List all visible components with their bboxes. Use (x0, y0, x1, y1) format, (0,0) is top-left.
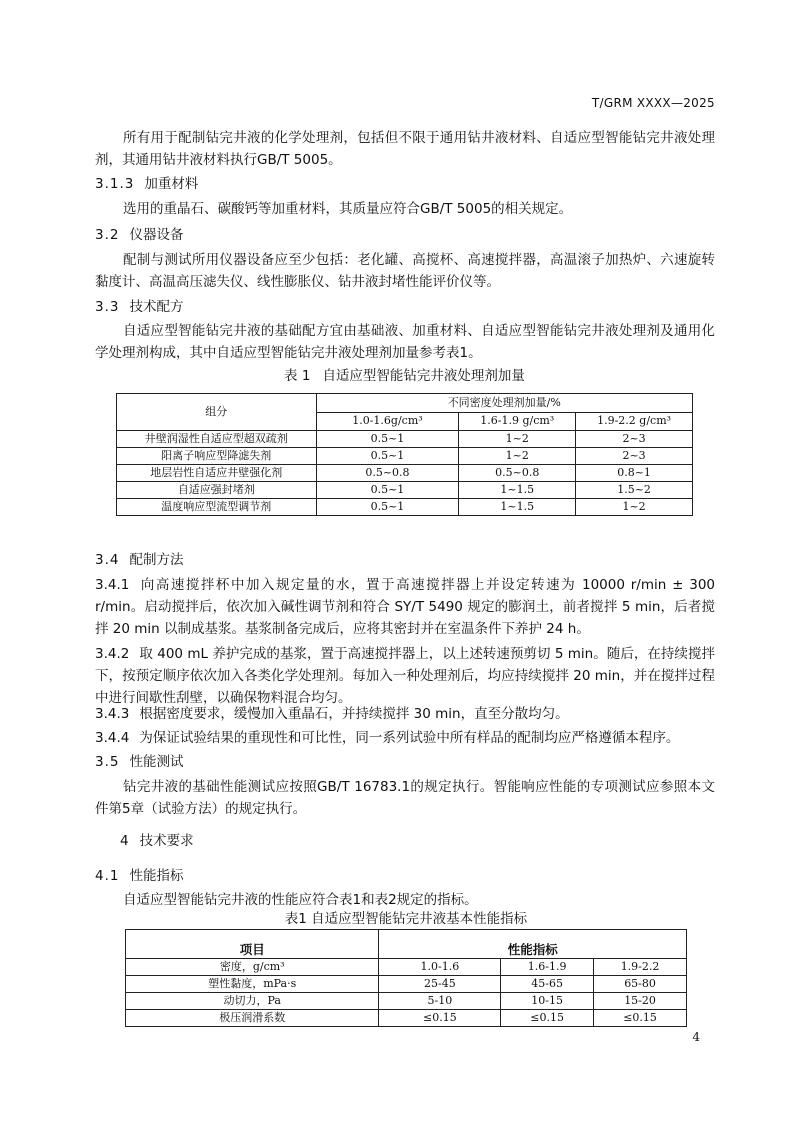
section-number: 4.1 (95, 868, 120, 884)
paragraph-4-1: 自适应型智能钻完井液的性能应符合表1和表2规定的指标。 (123, 892, 478, 908)
row-value: 1.0-1.6 (379, 959, 501, 976)
row-value: 2~3 (576, 431, 693, 448)
heading-4 (120, 830, 194, 852)
row-name: 密度，g/cm³ (126, 959, 379, 976)
document-code: T/GRM XXXX—2025 (591, 96, 715, 110)
clause-number: 3.4.2 (95, 646, 130, 662)
table1-header-density-2: 1.6-1.9 g/cm³ (459, 412, 576, 431)
table-row (126, 976, 687, 993)
heading-3-5 (95, 751, 183, 773)
row-value: 0.5~0.8 (316, 465, 459, 482)
section-number: 3.2 (95, 227, 120, 243)
section-title: 技术配方 (129, 299, 184, 315)
clause-number: 3.4.3 (95, 706, 130, 722)
row-value: ≤0.15 (379, 1010, 501, 1027)
row-value: 0.5~1 (316, 482, 459, 499)
table1-header-component: 组分 (117, 394, 317, 431)
table1-caption-number: 表 1 (284, 368, 311, 384)
table1 (116, 393, 693, 516)
table-row (117, 431, 693, 448)
table1-header-span: 不同密度处理剂加量/% (316, 394, 692, 413)
paragraph-3-4-3 (95, 703, 715, 725)
intro-paragraph: 所有用于配制钻完井液的化学处理剂，包括但不限于通用钻井液材料、自适应型智能钻完井液处理剂，其通用钻井液材料执行GB/T 5005。 (95, 130, 715, 168)
row-value: 1.6-1.9 (501, 959, 594, 976)
section-title: 加重材料 (144, 176, 199, 192)
section-number: 3.1.3 (95, 176, 135, 192)
row-value: 45-65 (501, 976, 594, 993)
section-title: 性能指标 (129, 868, 184, 884)
section-number: 3.4 (95, 552, 120, 568)
section-title: 性能测试 (129, 754, 184, 770)
row-value: 1.5~2 (576, 482, 693, 499)
paragraph-3-5: 钻完井液的基础性能测试应按照GB/T 16783.1的规定执行。智能响应性能的专项测试应参照本文件第5章（试验方法）的规定执行。 (95, 779, 715, 817)
clause-number: 3.4.4 (95, 730, 130, 746)
section-title: 仪器设备 (129, 227, 184, 243)
table-row (117, 465, 693, 482)
clause-body: 取 400 mL 养护完成的基浆，置于高速搅拌器上，以上述转速预剪切 5 min。随后，在持续搅拌下，按预定顺序依次加入各类化学处理剂。每加入一种处理剂后，均应持续搅拌 20 min，并在搅拌过程中进行间歇性刮壁，以确保物料混合均匀。 (95, 646, 715, 706)
paragraph-3-2: 配制与测试所用仪器设备应至少包括：老化罐、高搅杯、高速搅拌器，高温滚子加热炉、六速旋转黏度计、高温高压滤失仪、线性膨胀仪、钻井液封堵性能评价仪等。 (95, 252, 715, 290)
table1-header-density-3: 1.9-2.2 g/cm³ (576, 412, 693, 431)
row-value: 1~1.5 (459, 482, 576, 499)
clause-body: 根据密度要求，缓慢加入重晶石，并持续搅拌 30 min，直至分散均匀。 (139, 706, 569, 722)
clause-body: 为保证试验结果的重现性和可比性，同一系列试验中所有样品的配制均应严格遵循本程序。 (139, 730, 680, 746)
page-number: 4 (692, 1030, 700, 1044)
heading-3-2 (95, 224, 183, 246)
row-value: 15-20 (594, 993, 687, 1010)
table2 (125, 929, 687, 1027)
row-value: 5-10 (379, 993, 501, 1010)
row-value: 10-15 (501, 993, 594, 1010)
table1-header-density-1: 1.0-1.6g/cm³ (316, 412, 459, 431)
paragraph-3-4-1 (95, 574, 715, 640)
table1-caption (116, 366, 693, 386)
table-row (117, 499, 693, 516)
row-value: 2~3 (576, 448, 693, 465)
row-value: 1~2 (459, 448, 576, 465)
heading-3-3 (95, 296, 183, 318)
row-name: 温度响应型流型调节剂 (117, 499, 317, 516)
row-value: 1~1.5 (459, 499, 576, 516)
table-row (117, 482, 693, 499)
clause-number: 3.4.1 (95, 577, 130, 593)
row-name: 极压润滑系数 (126, 1010, 379, 1027)
row-name: 地层岩性自适应井壁强化剂 (117, 465, 317, 482)
row-value: 0.5~1 (316, 448, 459, 465)
row-value: 0.5~0.8 (459, 465, 576, 482)
clause-body: 向高速搅拌杯中加入规定量的水，置于高速搅拌器上并设定转速为 10000 r/min ± 300 r/min。启动搅拌后，依次加入碱性调节剂和符合 SY/T 5490 规定的膨润土，前者搅拌 5 min，后者搅拌 20 min 以制成基浆。基浆制备完成后，应将其密封并在室温条件下养护 24 h。 (95, 577, 715, 637)
row-value: 0.5~1 (316, 499, 459, 516)
row-name: 阳离子响应型降滤失剂 (117, 448, 317, 465)
row-value: ≤0.15 (594, 1010, 687, 1027)
table-row (117, 448, 693, 465)
section-number: 3.3 (95, 299, 120, 315)
table2-header-item: 项目 (126, 930, 379, 959)
heading-3-4 (95, 549, 183, 571)
section-title: 配制方法 (129, 552, 184, 568)
section-title: 技术要求 (139, 833, 194, 849)
table2-caption: 表1 自适应型智能钻完井液基本性能指标 (284, 911, 528, 927)
heading-3-1-3 (95, 173, 198, 195)
row-name: 塑性黏度，mPa·s (126, 976, 379, 993)
paragraph-3-4-4 (95, 727, 715, 749)
row-name: 井壁润湿性自适应型超双疏剂 (117, 431, 317, 448)
table-row (126, 993, 687, 1010)
row-value: 25-45 (379, 976, 501, 993)
row-name: 自适应强封堵剂 (117, 482, 317, 499)
table1-caption-title: 自适应型智能钻完井液处理剂加量 (322, 368, 525, 384)
row-value: 1~2 (576, 499, 693, 516)
paragraph-3-3: 自适应型智能钻完井液的基础配方宜由基础液、加重材料、自适应型智能钻完井液处理剂及通用化学处理剂构成，其中自适应型智能钻完井液处理剂加量参考表1。 (95, 323, 715, 361)
row-value: 1~2 (459, 431, 576, 448)
heading-4-1 (95, 865, 183, 887)
row-name: 动切力，Pa (126, 993, 379, 1010)
paragraph-3-1-3: 选用的重晶石、碳酸钙等加重材料，其质量应符合GB/T 5005的相关规定。 (123, 201, 573, 217)
table2-header-index: 性能指标 (379, 930, 687, 959)
row-value: ≤0.15 (501, 1010, 594, 1027)
row-value: 0.5~1 (316, 431, 459, 448)
row-value: 1.9-2.2 (594, 959, 687, 976)
row-value: 65-80 (594, 976, 687, 993)
section-number: 3.5 (95, 754, 120, 770)
table-row (126, 1010, 687, 1027)
row-value: 0.8~1 (576, 465, 693, 482)
paragraph-3-4-2 (95, 643, 715, 709)
section-number: 4 (120, 833, 130, 849)
table-row (126, 959, 687, 976)
